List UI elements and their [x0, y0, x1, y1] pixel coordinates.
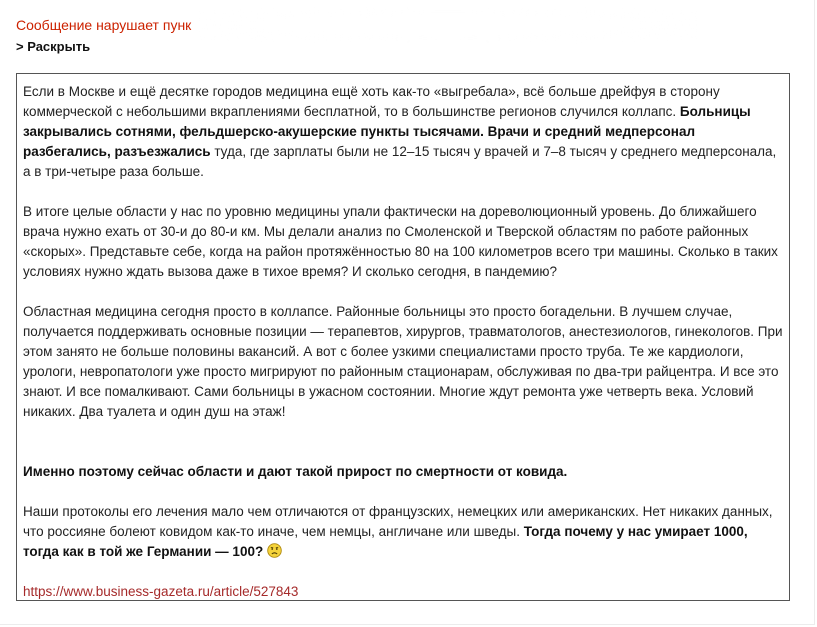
violation-notice: Сообщение нарушает пунк	[16, 17, 192, 33]
paragraph-4-bold: Именно поэтому сейчас области и дают такой прирост по смертности от ковида.	[23, 464, 568, 479]
paragraph-1-text-b: туда, где зарплаты были не 12–15 тысяч у врачей и 7–8 тысяч у среднего медперсонала, а в три-четыре раза больше.	[23, 144, 777, 179]
redacted-area	[198, 10, 698, 40]
paragraph-2: В итоге целые области у нас по уровню медицины упали фактически на дореволюционный уровень. До ближайшего врача нужно ехать от 30-и до 80-и км. Мы делали анализ по Смоленской и Тверской областям по работе районных «скорых». Представьте себе, когда на район протяжённостью 80 на 100 километров всего три машины. Сколько в таких условиях нужно ждать вызова даже в тихое время? И сколько сегодня, в пандемию?	[23, 204, 778, 279]
paragraph-1	[23, 82, 783, 182]
paragraph-1-text-a: Если в Москве и ещё десятке городов медицина ещё хоть как-то «выгребала», всё больше дрейфуя в сторону коммерческой с небольшими вкраплениями бесплатной, то в большинстве регионов случился коллапс.	[23, 84, 720, 119]
source-paragraph	[23, 582, 783, 602]
paragraph-5-bold: Тогда почему у нас умирает 1000, тогда как в той же Германии — 100?	[23, 524, 748, 559]
sad-face-icon	[267, 543, 282, 558]
post-body	[16, 73, 790, 601]
paragraph-1-bold: Больницы закрывались сотнями, фельдшерско-акушерские пункты тысячами. Врачи и средний медперсонал разбегались, разъезжались	[23, 104, 751, 159]
expand-button[interactable]: > Раскрыть	[16, 39, 91, 54]
paragraph-5-text: Наши протоколы его лечения мало чем отличаются от французских, немецких или американских. Нет никаких данных, что россияне болеют ковидом как-то иначе, чем немцы, англичане или шведы.	[23, 504, 773, 539]
source-link[interactable]: https://www.business-gazeta.ru/article/527843	[23, 584, 299, 599]
paragraph-5	[23, 502, 783, 562]
paragraph-4	[23, 462, 783, 482]
spacer	[23, 442, 783, 462]
paragraph-3: Областная медицина сегодня просто в коллапсе. Районные больницы это просто богадельни. В лучшем случае, получается поддерживать основные позиции — терапевтов, хирургов, травматологов, анестезиологов, гинекологов. При этом занято не больше половины вакансий. А вот с более узкими специалистами просто труба. Те же кардиологи, урологи, невропатологи уже просто мигрируют по районным стационарам, обслуживая по два-три райцентра. И все это знают. И все помалкивают. Сами больницы в ужасном состоянии. Многие ждут ремонта уже четверть века. Условий никаких. Два туалета и один душ на этаж!	[23, 304, 783, 419]
